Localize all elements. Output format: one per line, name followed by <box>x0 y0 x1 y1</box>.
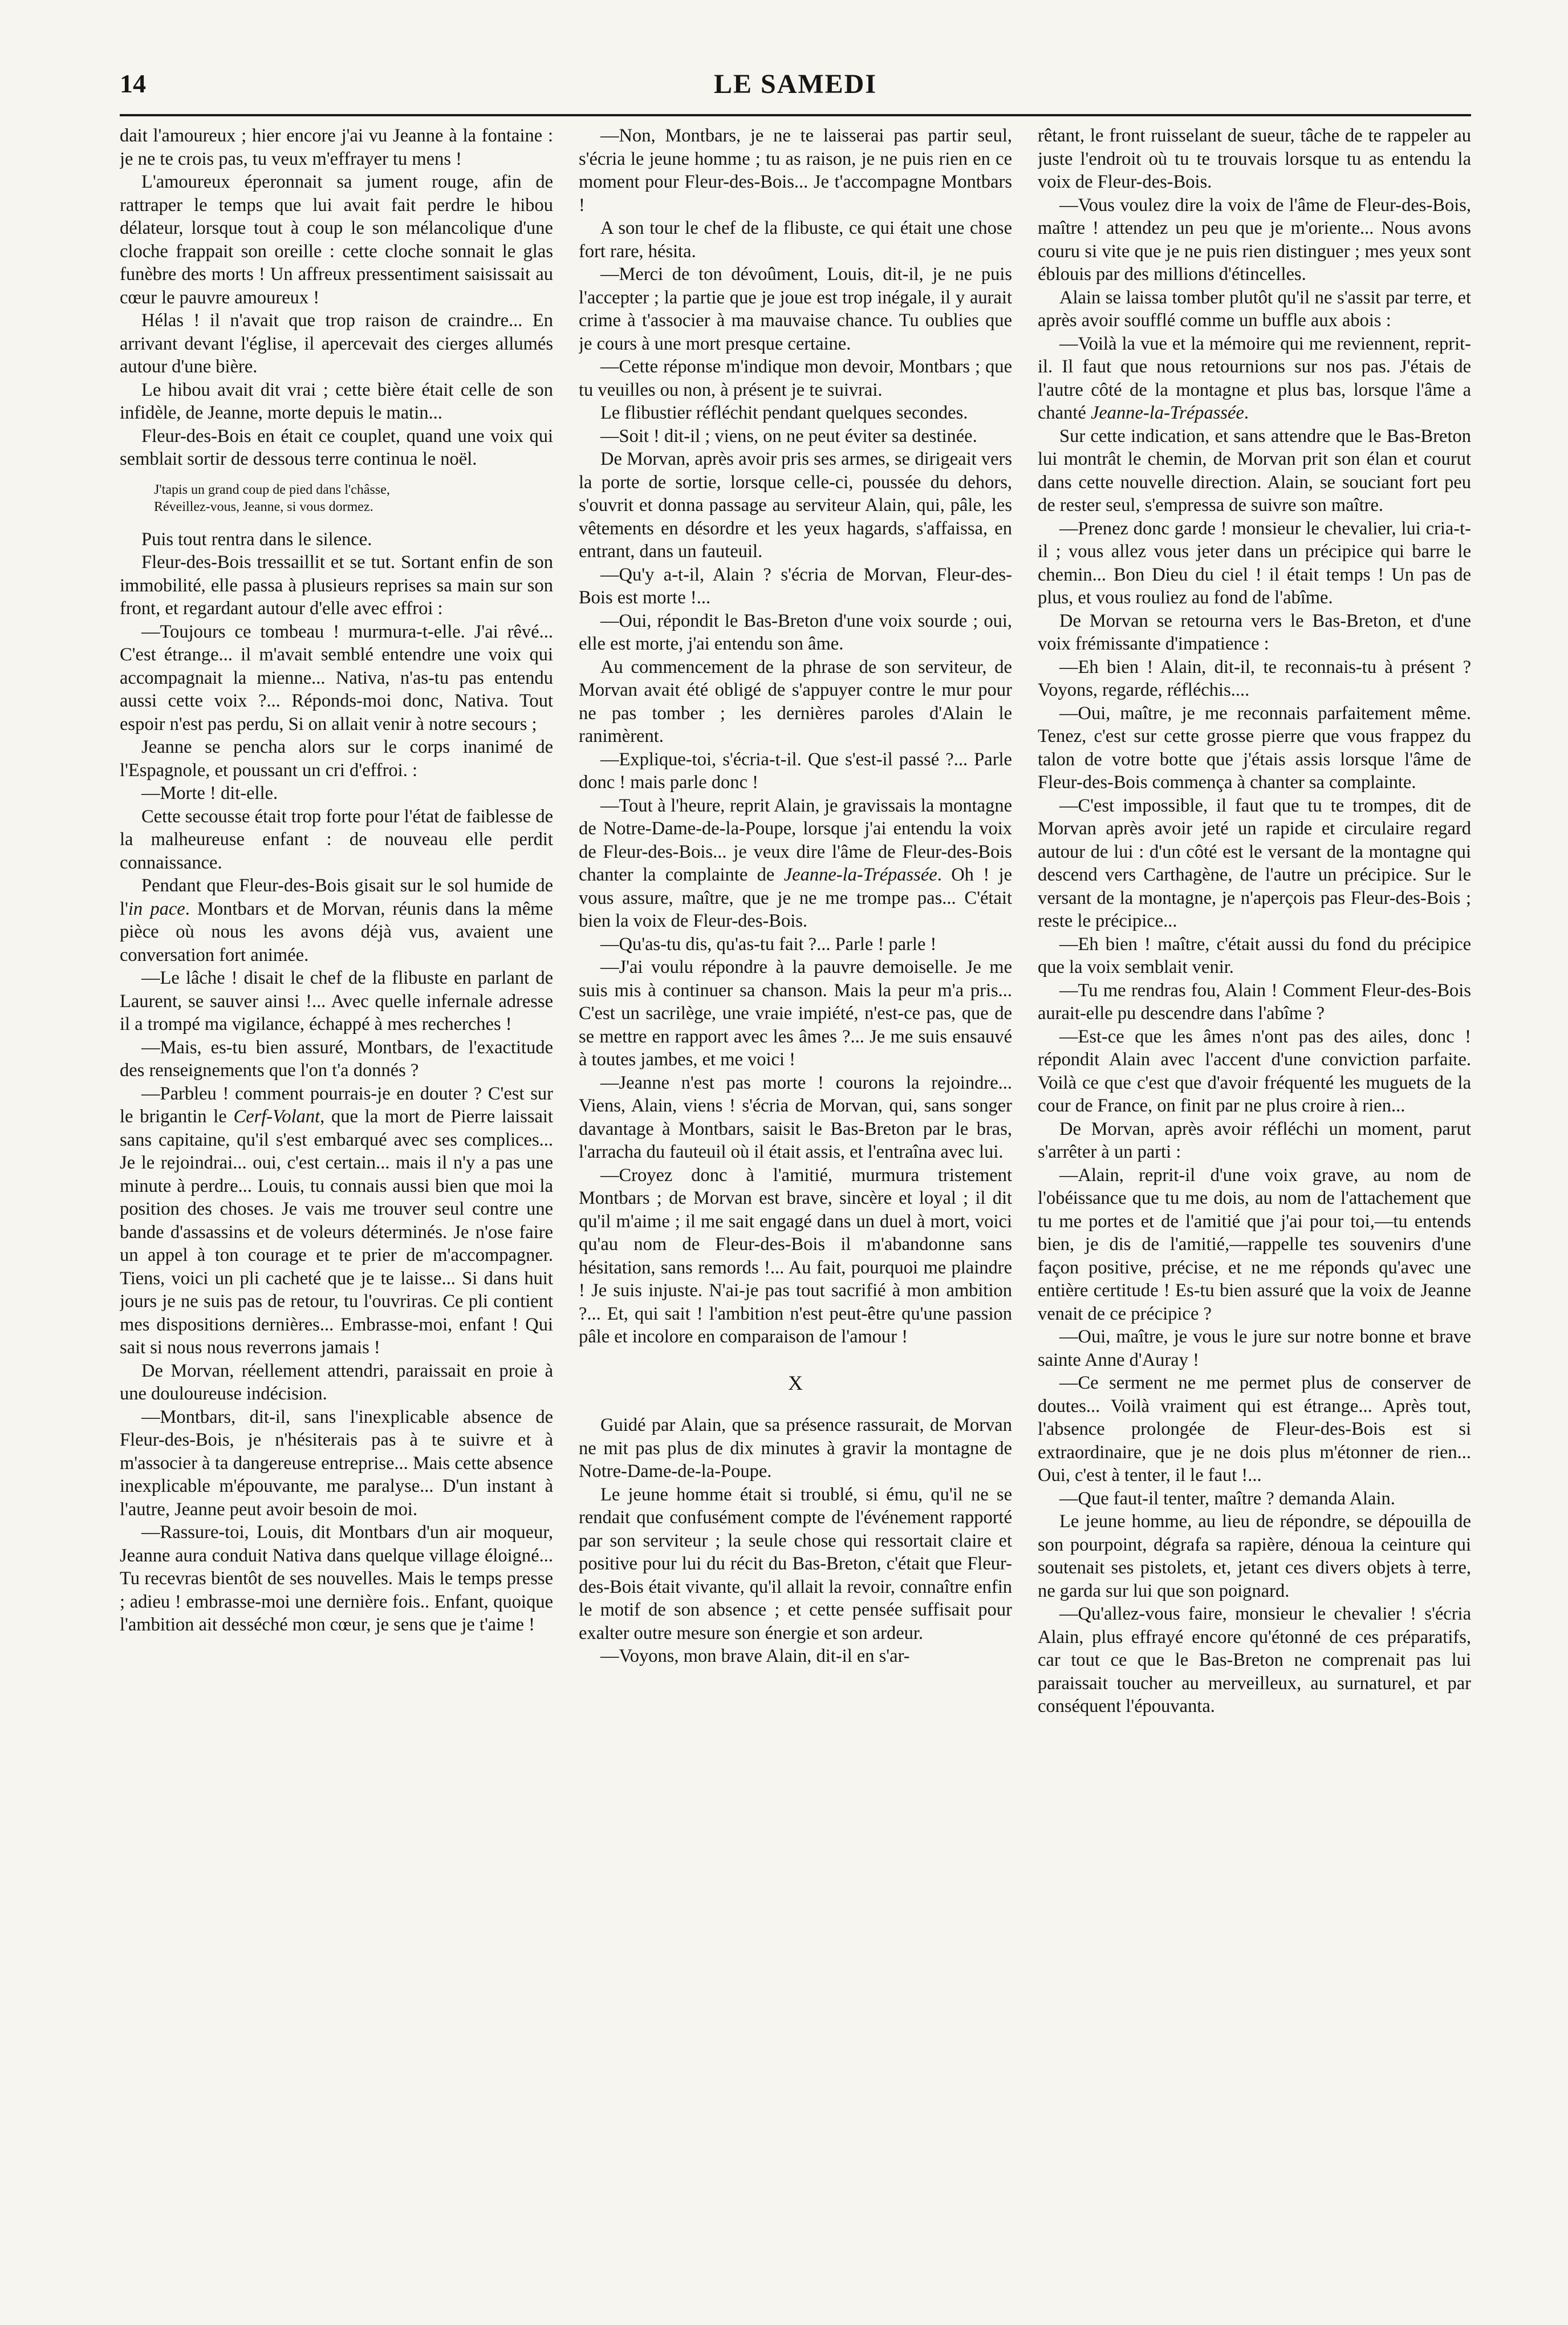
text-run: . Montbars et de Morvan, réunis dans la même pièce où nous les avons déjà vus, avaient une conversation fort animée. <box>120 898 553 965</box>
paragraph: Guidé par Alain, que sa présence rassurait, de Morvan ne mit pas plus de dix minutes à gravir la montagne de Notre-Dame-de-la-Poupe. <box>579 1415 1012 1482</box>
paragraph: Fleur-des-Bois en était ce couplet, quand une voix qui semblait sortir de dessous terre continua le noël. <box>120 425 553 469</box>
newspaper-page <box>120 68 1471 2292</box>
paragraph: —Qu'as-tu dis, qu'as-tu fait ?... Parle ! parle ! <box>600 934 937 955</box>
paragraph: —Le lâche ! disait le chef de la flibuste en parlant de Laurent, se sauver ainsi !... Avec quelle infernale adresse il a trompé ma vigilance, échappé à mes recherches ! <box>120 968 553 1034</box>
paragraph: —Oui, répondit le Bas-Breton d'une voix sourde ; oui, elle est morte, j'ai entendu son âme. <box>579 610 1012 654</box>
paragraph: Sur cette indication, et sans attendre que le Bas-Breton lui montrât le chemin, de Morvan prit son élan et courut dans cette nouvelle direction. Alain, se souciant fort peu de rester seul, s'empressa de suivre son maître. <box>1038 425 1471 516</box>
paragraph: —Mais, es-tu bien assuré, Montbars, de l'exactitude des renseignements que l'on t'a donnés ? <box>120 1037 553 1081</box>
page-number: 14 <box>120 69 146 98</box>
paragraph: Le jeune homme, au lieu de répondre, se dépouilla de son pourpoint, dégrafa sa rapière, dénoua la ceinture qui soutenait ses pistolets, et, jetant ces divers objets à terre, ne garda sur lui que son poignard. <box>1038 1511 1471 1601</box>
text-run: —Tout à l'heure, reprit Alain, je gravissais la montagne de Notre-Dame-de-la-Poupe, lorsque j'ai entendu la voix de Fleur-des-Bois... je veux dire l'âme de Fleur-des-Bois chanter la complainte de <box>579 795 1012 885</box>
journal-title: LE SAMEDI <box>713 69 878 99</box>
paragraph: Le flibustier réfléchit pendant quelques secondes. <box>600 403 968 423</box>
paragraph: —Morte ! dit-elle. <box>141 783 278 804</box>
paragraph: De Morvan, après avoir réfléchi un moment, parut s'arrêter à un parti : <box>1038 1118 1471 1162</box>
paragraph: De Morvan, après avoir pris ses armes, se dirigeait vers la porte de sortie, lorsque celle-ci, poussée du dehors, s'ouvrit et donna passage au serviteur Alain, qui, pâle, les vêtements en désordre et les yeux hagards, s'affaissa, en entrant, dans un fauteuil. <box>579 449 1012 562</box>
paragraph: —Voyons, mon brave Alain, dit-il en s'ar- <box>600 1646 910 1666</box>
column-1 <box>120 124 553 2286</box>
paragraph: —Croyez donc à l'amitié, murmura tristement Montbars ; de Morvan est brave, sincère et loyal ; il dit qu'il m'aime ; il me sait engagé dans un duel à mort, voici qu'au nom de Fleur-des-Bois il m'abandonne sans hésitation, sans remords !... Au fait, pourquoi me plaindre ! Je suis injuste. N'ai-je pas tout sacrifié à mon ambition ?... Et, qui sait ! l'ambition n'est peut-être qu'une passion pâle et incolore en comparaison de l'amour ! <box>579 1164 1012 1347</box>
column-3 <box>1038 124 1471 2286</box>
verse-line: Réveillez-vous, Jeanne, si vous dormez. <box>154 499 373 514</box>
paragraph: —Eh bien ! maître, c'était aussi du fond du précipice que la voix semblait venir. <box>1038 934 1471 977</box>
paragraph: —Non, Montbars, je ne te laisserai pas partir seul, s'écria le jeune homme ; tu as raison, je ne puis rien en ce moment pour Fleur-des-Bois... Je t'accompagne Montbars ! <box>579 125 1012 216</box>
paragraph: L'amoureux éperonnait sa jument rouge, afin de rattraper le temps que lui avait fait perdre le hibou délateur, lorsque tout à coup le son mélancolique d'une cloche frappait son oreille : cette cloche sonnait le glas funèbre des morts ! Un affreux pressentiment saisissait au cœur le pauvre amoureux ! <box>120 172 553 308</box>
page-header <box>120 68 1471 116</box>
paragraph: De Morvan se retourna vers le Bas-Breton, et d'une voix frémissante d'impatience : <box>1038 610 1471 654</box>
paragraph: —Est-ce que les âmes n'ont pas des ailes, donc ! répondit Alain avec l'accent d'une conviction parfaite. Voilà ce que c'est que d'avoir fréquenté les muguets de la cour de France, on finit par ne plus croire à rien... <box>1038 1026 1471 1116</box>
paragraph: —Jeanne n'est pas morte ! courons la rejoindre... Viens, Alain, viens ! s'écria de Morvan, qui, sans songer davantage à Montbars, saisit le Bas-Breton par le bras, l'arracha du fauteuil où il était assis, et l'entraîna avec lui. <box>579 1072 1012 1162</box>
italic-run: in pace <box>128 898 185 919</box>
paragraph: —Montbars, dit-il, sans l'inexplicable absence de Fleur-des-Bois, je n'hésiterais pas à te suivre et à m'associer à ta dangereuse entreprise... Mais cette absence inexplicable m'épouvante, me paralyse... D'un instant à l'autre, Jeanne peut avoir besoin de moi. <box>120 1406 553 1520</box>
paragraph: —Qu'y a-t-il, Alain ? s'écria de Morvan, Fleur-des-Bois est morte !... <box>579 564 1012 608</box>
text-run: —Voilà la vue et la mémoire qui me reviennent, reprit-il. Il faut que nous retournions sur nos pas. J'étais de l'autre côté de la montagne et plus bas, lorsque l'âme a chanté <box>1038 333 1471 423</box>
paragraph: Jeanne se pencha alors sur le corps inanimé de l'Espagnole, et poussant un cri d'effroi. : <box>120 737 553 781</box>
paragraph <box>120 874 553 967</box>
paragraph: Fleur-des-Bois tressaillit et se tut. Sortant enfin de son immobilité, elle passa à plusieurs reprises sa main sur son front, et regardant autour d'elle avec effroi : <box>120 552 553 619</box>
paragraph: —Cette réponse m'indique mon devoir, Montbars ; que tu veuilles ou non, à présent je te suivrai. <box>579 356 1012 400</box>
paragraph <box>120 1082 553 1360</box>
paragraph <box>579 794 1012 933</box>
paragraph: —Que faut-il tenter, maître ? demanda Alain. <box>1059 1488 1395 1509</box>
italic-run: Jeanne-la-Trépassée <box>1090 403 1244 423</box>
italic-run: Jeanne-la-Trépassée <box>783 865 937 885</box>
text-run: . Oh ! je vous assure, maître, que je ne me trompe pas... C'était bien la voix de Fleur-des-Bois. <box>579 865 1012 931</box>
paragraph: —Merci de ton dévoûment, Louis, dit-il, je ne puis l'accepter ; la partie que je joue est trop inégale, il y aurait crime à t'associer à ma mauvaise chance. Tu oublies que je cours à une mort presque certaine. <box>579 264 1012 354</box>
paragraph: Le jeune homme était si troublé, si ému, qu'il ne se rendait que confusément compte de l'événement rapporté par son serviteur ; la seule chose qui ressortait claire et positive pour lui du récit du Bas-Breton, c'était que Fleur-des-Bois était vivante, qu'il allait la revoir, connaître enfin le motif de son absence ; et cette pensée suffisait pour exalter outre mesure son énergie et son ardeur. <box>579 1484 1012 1644</box>
paragraph: —Explique-toi, s'écria-t-il. Que s'est-il passé ?... Parle donc ! mais parle donc ! <box>579 749 1012 793</box>
paragraph: Puis tout rentra dans le silence. <box>141 529 372 550</box>
paragraph: Hélas ! il n'avait que trop raison de craindre... En arrivant devant l'église, il apercevait des cierges allumés autour d'une bière. <box>120 310 553 377</box>
chapter-number: X <box>788 1371 803 1394</box>
paragraph: —Toujours ce tombeau ! murmura-t-elle. J'ai rêvé... C'est étrange... il m'avait semblé entendre une voix qui accompagnait la mienne... Nativa, n'as-tu pas entendu aussi cette voix ?... Réponds-moi donc, Nativa. Tout espoir n'est pas perdu, Si on allait venir à notre secours ; <box>120 621 553 735</box>
text-run: —Parbleu ! comment pourrais-je en douter ? C'est sur le brigantin le <box>120 1083 553 1127</box>
text-run: Pendant que Fleur-des-Bois gisait sur le sol humide de l' <box>120 875 553 919</box>
text-run: , que la mort de Pierre laissait sans capitaine, qu'il s'est embarqué avec ses complices... Je le rejoindrai... oui, c'est certain... mais il n'y a pas une minute à perdre... Louis, tu connais aussi bien que moi la position des choses. Je vais me trouver seul contre une bande d'assassins et de voleurs déterminés. Je n'ose faire un appel à ton courage et te prier de m'accompagner. Tiens, voici un pli cacheté que je te laisse... Si dans huit jours je ne suis pas de retour, tu l'ouvriras. Ce pli contient mes dispositions dernières... Embrasse-moi, enfant ! Qui sait si nous nous reverrons jamais ! <box>120 1106 553 1358</box>
paragraph: —Qu'allez-vous faire, monsieur le chevalier ! s'écria Alain, plus effrayé encore qu'étonné de ces préparatifs, car tout ce que le Bas-Breton ne comprenait pas lui paraissait toucher au merveilleux, au surnaturel, et par conséquent l'épouvanta. <box>1038 1604 1471 1717</box>
paragraph: —Prenez donc garde ! monsieur le chevalier, lui cria-t-il ; vous allez vous jeter dans un précipice qui barre le chemin... Bon Dieu du ciel ! il était temps ! Un pas de plus, et vous rouliez au fond de l'abîme. <box>1038 518 1471 608</box>
text-columns <box>120 124 1471 2286</box>
paragraph: —C'est impossible, il faut que tu te trompes, dit de Morvan après avoir jeté un rapide et circulaire regard autour de lui : d'un côté est le versant de la montagne qui descend vers Carthagène, de l'autre un précipice. Sur le versant de la montagne, je n'aperçois pas Fleur-des-Bois ; reste le précipice... <box>1038 795 1471 931</box>
column-2 <box>579 124 1012 2286</box>
song-verse <box>154 481 553 516</box>
paragraph: dait l'amoureux ; hier encore j'ai vu Jeanne à la fontaine : je ne te crois pas, tu veux m'effrayer tu mens ! <box>120 125 553 169</box>
paragraph: —Oui, maître, je me reconnais parfaitement même. Tenez, c'est sur cette grosse pierre que vous frappez du talon de votre botte que j'étais assis lorsque l'âme de Fleur-des-Bois commença à chanter sa complainte. <box>1038 703 1471 793</box>
paragraph: —Vous voulez dire la voix de l'âme de Fleur-des-Bois, maître ! attendez un peu que je m'oriente... Nous avons couru si vite que je ne puis rien distinguer ; mes yeux sont éblouis par des millions d'étincelles. <box>1038 194 1471 285</box>
paragraph: Le hibou avait dit vrai ; cette bière était celle de son infidèle, de Jeanne, morte depuis le matin... <box>120 379 553 423</box>
paragraph: Au commencement de la phrase de son serviteur, de Morvan avait été obligé de s'appuyer contre le mur pour ne pas tomber ; les dernières paroles d'Alain le ranimèrent. <box>579 656 1012 746</box>
paragraph: —Oui, maître, je vous le jure sur notre bonne et brave sainte Anne d'Auray ! <box>1038 1326 1471 1370</box>
paragraph: —Tu me rendras fou, Alain ! Comment Fleur-des-Bois aurait-elle pu descendre dans l'abîme ? <box>1038 980 1471 1024</box>
verse-line: J'tapis un grand coup de pied dans l'châsse, <box>154 482 390 497</box>
paragraph: —Eh bien ! Alain, dit-il, te reconnais-tu à présent ? Voyons, regarde, réfléchis.... <box>1038 656 1471 700</box>
paragraph: —J'ai voulu répondre à la pauvre demoiselle. Je me suis mis à continuer sa chanson. Mais la peur m'a pris... C'est un sacrilège, une vraie impiété, n'est-ce pas, que de se mettre en rapport avec les âmes ?... Je me suis ensauvé à toutes jambes, et me voici ! <box>579 957 1012 1070</box>
paragraph: De Morvan, réellement attendri, paraissait en proie à une douloureuse indécision. <box>120 1360 553 1404</box>
italic-run: Cerf-Volant <box>233 1106 320 1127</box>
paragraph: —Rassure-toi, Louis, dit Montbars d'un air moqueur, Jeanne aura conduit Nativa dans quelque village éloigné... Tu recevras bientôt de ses nouvelles. Mais le temps presse ; adieu ! embrasse-moi une dernière fois.. Enfant, quoique l'ambition ait desséché mon cœur, je sens que je t'aime ! <box>120 1522 553 1635</box>
paragraph: A son tour le chef de la flibuste, ce qui était une chose fort rare, hésita. <box>579 218 1012 262</box>
paragraph: —Ce serment ne me permet plus de conserver de doutes... Voilà vraiment qui est étrange... Après tout, l'absence prolongée de Fleur-des-Bois est si extraordinaire, que je ne dois plus m'étonner de rien... Oui, c'est à tenter, il le faut !... <box>1038 1373 1471 1486</box>
paragraph <box>1038 332 1471 425</box>
paragraph: —Alain, reprit-il d'une voix grave, au nom de l'obéissance que tu me dois, au nom de l'attachement que tu me portes et de l'amitié que j'ai pour toi,—tu entends bien, je dis de l'amitié,—rappelle tes souvenirs d'une façon positive, précise, et ne me réponds qu'avec une entière certitude ! Es-tu bien assuré que la voix de Jeanne venait de ce précipice ? <box>1038 1164 1471 1324</box>
paragraph: —Soit ! dit-il ; viens, on ne peut éviter sa destinée. <box>600 425 977 447</box>
text-run: . <box>1244 403 1249 423</box>
paragraph: Alain se laissa tomber plutôt qu'il ne s'assit par terre, et après avoir soufflé comme un buffle aux abois : <box>1038 287 1471 331</box>
paragraph: rêtant, le front ruisselant de sueur, tâche de te rappeler au juste l'endroit où tu te trouvais lorsque tu as entendu la voix de Fleur-des-Bois. <box>1038 125 1471 192</box>
paragraph: Cette secousse était trop forte pour l'état de faiblesse de la malheureuse enfant : de nouveau elle perdit connaissance. <box>120 806 553 873</box>
